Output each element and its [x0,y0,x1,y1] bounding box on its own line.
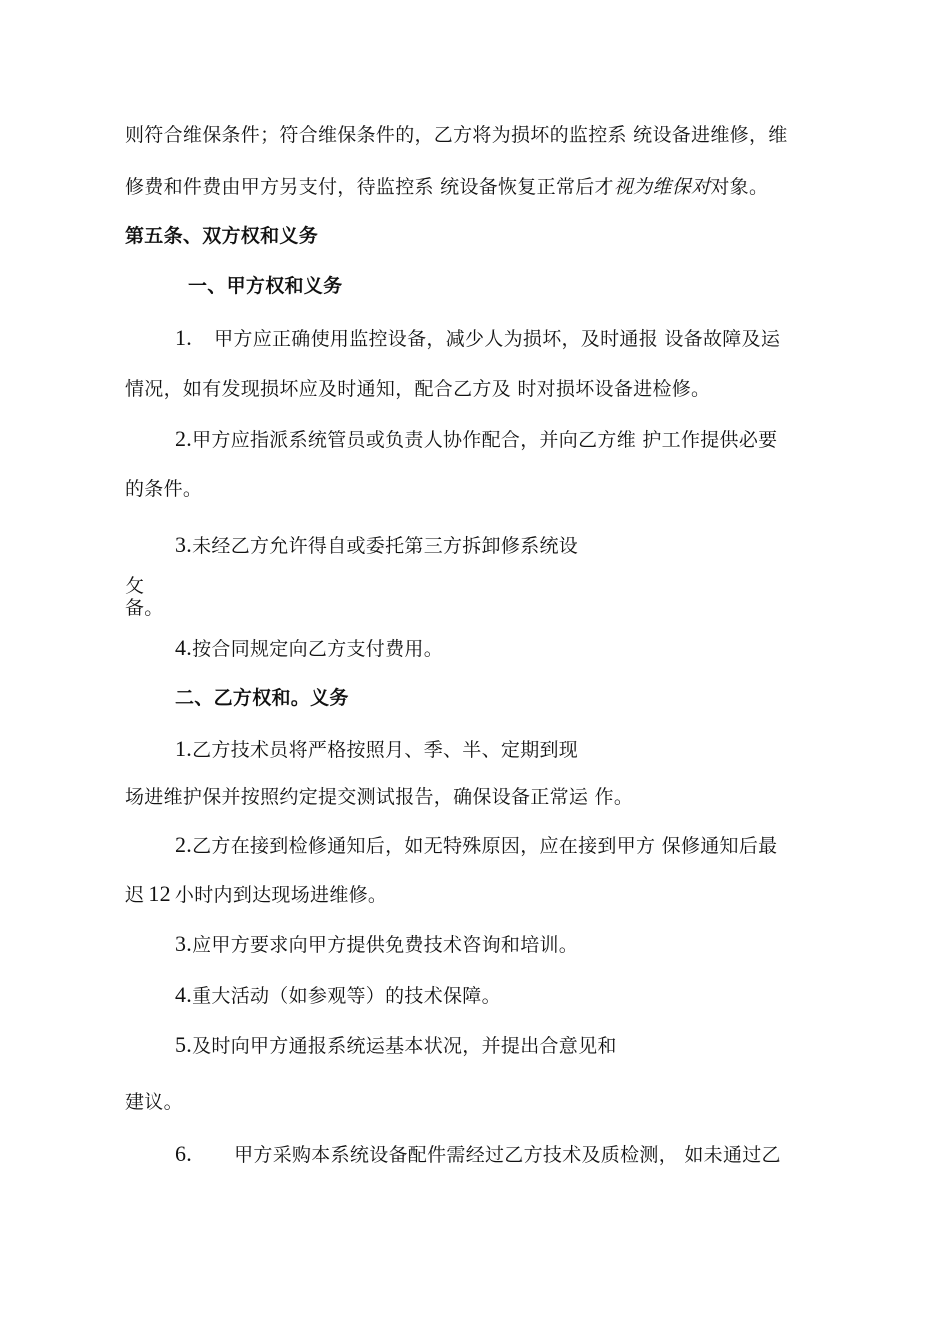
text-line: 攵 [125,575,145,597]
text-line [125,882,387,907]
list-item [175,636,443,661]
text-line [125,175,768,199]
list-number: 6. [175,1141,193,1166]
text-segment: 迟 [125,884,145,906]
text-segment: 小时内到达现场进维修。 [174,884,388,906]
section-heading: 第五条、双方权和义务 [125,225,319,247]
list-number: 2. [175,832,193,857]
list-item-text: 甲方应指派系统管员或负责人协作配合，并向乙方维 护工作提供必要 [192,429,778,451]
text-line: 场进维护保并按照约定提交测试报告，确保设备正常运 作。 [125,786,634,808]
list-number: 1. [175,325,193,350]
text-line: 情况，如有发现损坏应及时通知，配合乙方及 时对损坏设备进检修。 [125,378,711,400]
list-item [175,932,578,957]
text-line: 的条件。 [125,478,203,500]
list-number: 5. [175,1032,193,1057]
list-item-text: 应甲方要求向甲方提供免费技术咨询和培训。 [192,934,579,956]
subsection-heading: 一、甲方权和义务 [188,275,343,297]
list-number: 3. [175,532,193,557]
list-item-text: 重大活动（如参观等）的技术保障。 [192,985,501,1007]
list-item [175,833,777,858]
list-item [175,737,578,762]
text-line: 备。 [125,597,164,619]
list-item [175,427,777,452]
italic-text-segment: 视为维保对 [613,176,711,198]
list-item [175,983,501,1008]
list-item [175,326,780,351]
list-item [175,1033,617,1058]
list-item-text: 乙方技术员将严格按照月、季、半、定期到现 [192,739,579,761]
list-number: 4. [175,982,193,1007]
text-segment: 对象。 [710,176,769,198]
list-item-text: 未经乙方允许得自或委托第三方拆卸修系统设 [192,535,579,557]
text-segment: 修费和件费由甲方另支付，待监控系 统设备恢复正常后才 [125,176,614,198]
list-item [175,533,578,558]
list-number: 2. [175,426,193,451]
subsection-heading: 二、乙方权和。义务 [175,687,349,709]
list-item-text: 甲方应正确使用监控设备，减少人为损坏，及时通报 设备故障及运 [214,328,781,350]
list-item-text: 及时向甲方通报系统运基本状况，并提出合意见和 [192,1035,617,1057]
number-value: 12 [148,881,171,906]
list-item-text: 甲方采购本系统设备配件需经过乙方技术及质检测， 如未通过乙 [234,1144,781,1166]
text-line: 建议。 [125,1091,183,1113]
list-number: 4. [175,635,193,660]
text-line: 则符合维保条件；符合维保条件的，乙方将为损坏的监控系 统设备进维修，维 [125,124,788,146]
list-item-text: 乙方在接到检修通知后，如无特殊原因，应在接到甲方 保修通知后最 [192,835,778,857]
list-item-text: 按合同规定向乙方支付费用。 [192,638,444,660]
list-item [175,1142,781,1167]
list-number: 3. [175,931,193,956]
list-number: 1. [175,736,193,761]
